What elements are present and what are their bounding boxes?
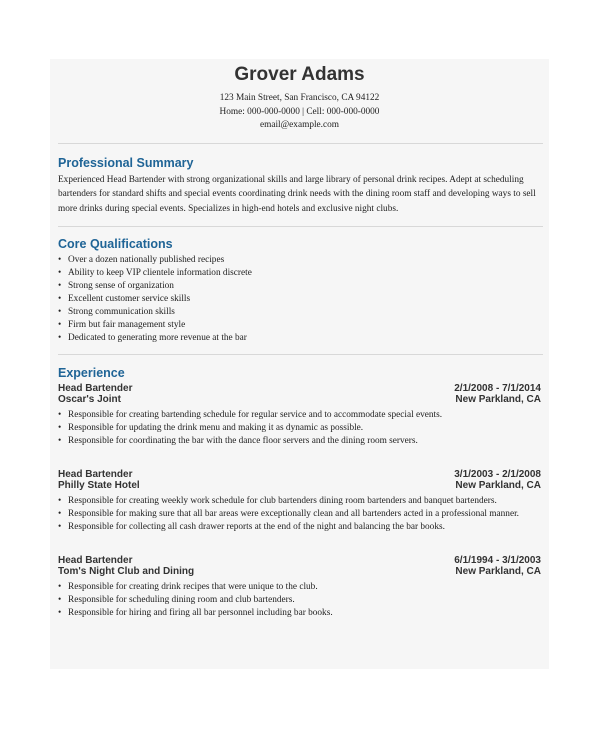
summary-text: Experienced Head Bartender with strong organizational skills and large library of personal drink recipes. Adept at scheduling bartenders for standard shifts and special events coordinating drink needs with the dining room staff and developing ways to sell more drinks during special events. Specializes in high-end hotels and exclusive night clubs. (58, 174, 536, 214)
list-item: • Strong communication skills (58, 307, 175, 317)
list-item: • Excellent customer service skills (58, 294, 191, 304)
job-entry (50, 383, 549, 448)
bullet-icon: • (58, 496, 62, 506)
bullet-icon: • (58, 268, 62, 278)
list-item: • Over a dozen nationally published recipes (58, 255, 225, 265)
contact-block (50, 92, 549, 133)
job-title: Head Bartender (58, 383, 133, 394)
bullet-icon: • (58, 608, 62, 618)
bullet-icon: • (58, 509, 62, 519)
bullet-icon: • (58, 255, 62, 265)
bullet-icon: • (58, 436, 62, 446)
list-item: • Responsible for creating weekly work schedule for club bartenders dining room bartenders and banquet bartenders. (58, 496, 497, 506)
job-entry (50, 555, 549, 620)
list-item: • Responsible for hiring and firing all bar personnel including bar books. (58, 608, 333, 618)
job-employer: Philly State Hotel (58, 480, 140, 491)
job-dates: 2/1/2008 - 7/1/2014 (454, 383, 541, 394)
job-location: New Parkland, CA (455, 394, 541, 405)
list-item: • Responsible for creating bartending schedule for regular service and to accommodate special events. (58, 410, 443, 420)
job-title: Head Bartender (58, 469, 133, 480)
job-duties (50, 581, 549, 620)
list-item: • Responsible for updating the drink menu and making it as dynamic as possible. (58, 423, 364, 433)
bullet-icon: • (58, 595, 62, 605)
list-item: • Ability to keep VIP clientele information discrete (58, 268, 252, 278)
qualifications-section (50, 236, 549, 345)
job-location: New Parkland, CA (455, 480, 541, 491)
divider (58, 226, 543, 227)
divider (58, 143, 543, 144)
job-duties (50, 495, 549, 534)
job-location: New Parkland, CA (455, 566, 541, 577)
resume-page (50, 59, 549, 669)
bullet-icon: • (58, 582, 62, 592)
bullet-icon: • (58, 522, 62, 532)
job-entry (50, 469, 549, 534)
bullet-icon: • (58, 320, 62, 330)
bullet-icon: • (58, 281, 62, 291)
list-item: • Responsible for making sure that all bar areas were exceptionally clean and all bartenders acted in a professional manner. (58, 509, 519, 519)
list-item: • Strong sense of organization (58, 281, 174, 291)
qualifications-heading: Core Qualifications (58, 237, 173, 251)
list-item: • Firm but fair management style (58, 320, 186, 330)
bullet-icon: • (58, 423, 62, 433)
job-employer: Tom's Night Club and Dining (58, 566, 195, 577)
job-dates: 3/1/2003 - 2/1/2008 (454, 469, 541, 480)
list-item: • Responsible for collecting all cash drawer reports at the end of the night and balancing the bar books. (58, 522, 445, 532)
candidate-name: Grover Adams (234, 64, 365, 85)
phone-numbers: Home: 000-000-0000 | Cell: 000-000-0000 (219, 106, 380, 117)
summary-heading: Professional Summary (58, 155, 194, 170)
bullet-icon: • (58, 307, 62, 317)
resume-header (50, 59, 549, 133)
qualifications-list (50, 254, 549, 345)
job-dates: 6/1/1994 - 3/1/2003 (454, 555, 541, 566)
list-item: • Responsible for coordinating the bar with the dance floor servers and the dining room servers. (58, 436, 418, 446)
bullet-icon: • (58, 294, 62, 304)
divider (58, 354, 543, 355)
experience-heading: Experience (58, 366, 125, 380)
list-item: • Responsible for scheduling dining room and club bartenders. (58, 595, 295, 605)
experience-section (50, 365, 549, 620)
bullet-icon: • (58, 333, 62, 343)
list-item: • Responsible for creating drink recipes that were unique to the club. (58, 582, 318, 592)
summary-section (50, 155, 549, 217)
job-title: Head Bartender (58, 555, 133, 566)
address: 123 Main Street, San Francisco, CA 94122 (219, 93, 380, 103)
job-duties (50, 409, 549, 448)
job-employer: Oscar's Joint (58, 394, 121, 405)
list-item: • Dedicated to generating more revenue at the bar (58, 333, 247, 343)
bullet-icon: • (58, 410, 62, 420)
email: email@example.com (259, 120, 340, 130)
